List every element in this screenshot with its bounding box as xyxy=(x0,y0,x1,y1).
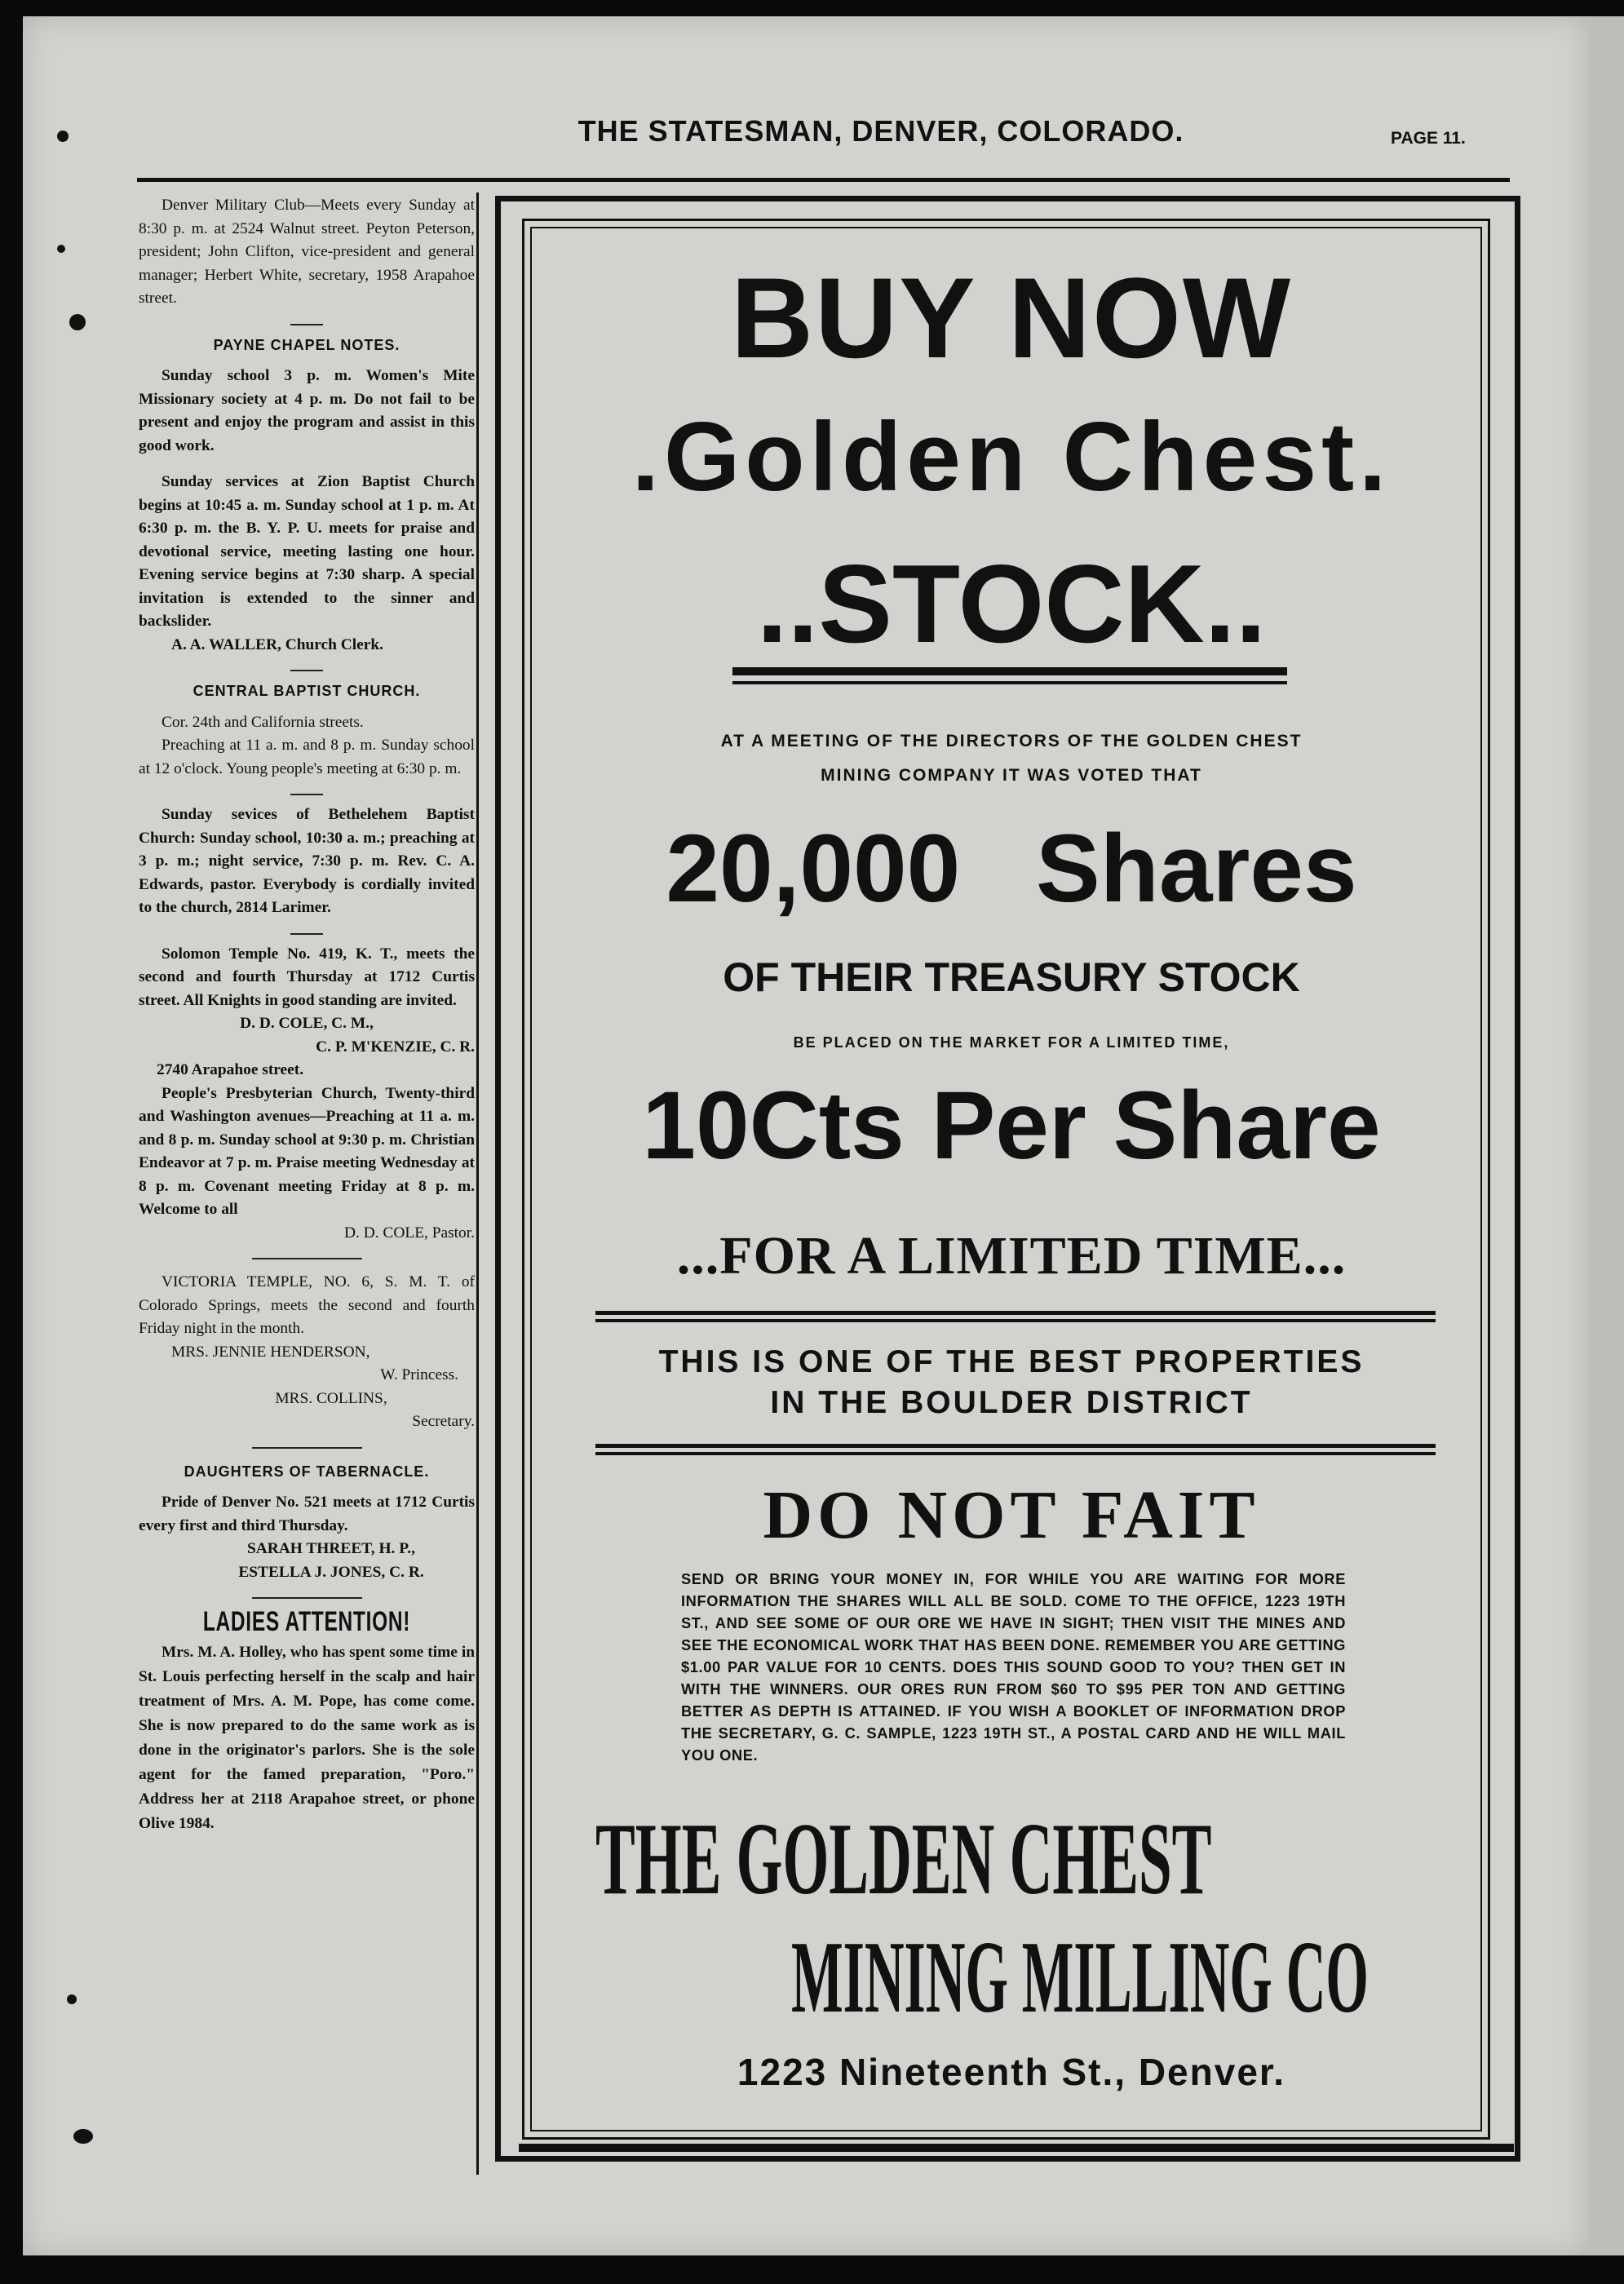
ad-stock: ..STOCK.. xyxy=(756,542,1267,666)
ad-meeting-line: MINING COMPANY IT WAS VOTED THAT xyxy=(821,766,1202,785)
ad-buy-now: BUY NOW xyxy=(730,254,1293,382)
ladies-heading: LADIES ATTENTION! xyxy=(202,1606,411,1637)
ad-golden-chest: .Golden Chest. xyxy=(631,402,1392,511)
notice-military-club xyxy=(139,194,475,311)
ad-meeting-line: AT A MEETING OF THE DIRECTORS OF THE GOLDEN CHEST xyxy=(720,732,1303,750)
column-rule xyxy=(476,193,479,2175)
notice-text: Preaching at 11 a. m. and 8 p. m. Sunday school at 12 o'clock. Young people's meeting at 6:30 p. m. xyxy=(139,737,475,777)
ad-rule xyxy=(595,1319,1436,1322)
ad-best-line: THIS IS ONE OF THE BEST PROPERTIES xyxy=(658,1344,1365,1379)
section-heading: CENTRAL BAPTIST CHURCH. xyxy=(192,683,421,699)
signature: SARAH THREET, H. P., xyxy=(247,1540,415,1557)
ad-company-line: THE GOLDEN CHEST xyxy=(595,1803,1212,1916)
ad-send-text: SEND OR BRING YOUR MONEY IN, FOR WHILE YOU ARE WAITING FOR MORE INFORMATION THE SHARES WILL ALL BE SOLD. COME TO THE OFFICE, 1223 19TH ST., AND SEE SOME OF OUR ORE WE HAVE IN SIGHT; THEN VISIT THE MINES AND SEE THE ECONOMICAL WORK THAT HAS BEEN DONE. REMEMBER YOU ARE GETTING $1.00 PAR VALUE FOR 10 CENTS. DOES THIS SOUND GOOD TO YOU? THEN GET IN WITH THE WINNERS. OUR ORES RUN FROM $60 TO $95 PER TON AND GETTING BETTER AS DEPTH IS ATTAINED. IF YOU WISH A BOOKLET OF INFORMATION DROP THE SECRETARY, G. C. SAMPLE, 1223 19TH ST., A POSTAL CARD AND HE WILL MAIL YOU ONE. xyxy=(681,1570,1346,1764)
divider xyxy=(290,670,323,671)
notice-text: Pride of Denver No. 521 meets at 1712 Curtis every first and third Thursday. xyxy=(139,1494,475,1534)
binding-hole xyxy=(69,314,86,330)
notice-solomon xyxy=(139,943,475,1082)
ad-treasury: OF THEIR TREASURY STOCK xyxy=(723,954,1300,1000)
ad-placed: BE PLACED ON THE MARKET FOR A LIMITED TIME, xyxy=(793,1034,1230,1051)
notice-text: Sunday sevices of Bethelehem Baptist Church: Sunday school, 10:30 a. m.; preaching at 3 p. m.; night service, 7:30 p. m. Rev. C. A. Edwards, pastor. Everybody is cordially invited to the church, 2814 Larimer. xyxy=(139,806,475,916)
signature: W. Princess. xyxy=(380,1366,458,1383)
notice-central xyxy=(139,711,475,781)
notice-text: People's Presbyterian Church, Twenty-third and Washington avenues—Preaching at 11 a. m. and 8 p. m. Sunday school at 9:30 p. m. Christian Endeavor at 7 p. m. Praise meeting Wednesday at 8 p. m. Covenant meeting Friday at 8 p. m. Welcome to all xyxy=(139,1084,475,1218)
notice-text: Denver Military Club—Meets every Sunday at 8:30 p. m. at 2524 Walnut street. Peyton Peterson, president; John Clifton, vice-president and general manager; Herbert White, secretary, 1958 Arapahoe street. xyxy=(139,197,475,307)
ad-shares: 20,000 Shares xyxy=(666,815,1357,923)
signature: ESTELLA J. JONES, C. R. xyxy=(238,1563,424,1581)
ad-underline xyxy=(732,681,1287,684)
divider xyxy=(290,324,323,325)
left-column xyxy=(139,194,475,1849)
header-rule xyxy=(137,178,1510,182)
binding-hole xyxy=(67,1994,77,2004)
notice-payne xyxy=(139,365,475,458)
ad-bottom-bar xyxy=(519,2144,1514,2152)
page-number: PAGE 11. xyxy=(1391,129,1466,148)
notice-address: Cor. 24th and California streets. xyxy=(162,713,364,731)
divider xyxy=(252,1447,362,1449)
binding-hole xyxy=(73,2129,93,2144)
signature: A. A. WALLER, Church Clerk. xyxy=(171,635,384,653)
signature: Secretary. xyxy=(412,1413,475,1430)
ad-underline xyxy=(732,667,1287,675)
divider xyxy=(252,1258,362,1259)
divider xyxy=(290,794,323,795)
ad-rule xyxy=(595,1311,1436,1315)
section-heading: PAYNE CHAPEL NOTES. xyxy=(213,336,400,353)
page-edge xyxy=(1589,16,1624,2255)
notice-presbyterian xyxy=(139,1082,475,1246)
notice-text: Solomon Temple No. 419, K. T., meets the second and fourth Thursday at 1712 Curtis street. All Knights in good standing are invited. xyxy=(139,945,475,1009)
notice-ladies xyxy=(139,1640,475,1836)
masthead: THE STATESMAN, DENVER, COLORADO. xyxy=(577,114,1184,148)
binding-hole xyxy=(57,131,69,142)
signature: D. D. COLE, C. M., xyxy=(240,1015,374,1032)
ad-limited-time: ...FOR A LIMITED TIME... xyxy=(676,1226,1347,1286)
signature: D. D. COLE, Pastor. xyxy=(344,1224,475,1242)
ad-company-line: MINING MILLING CO xyxy=(791,1921,1369,2034)
notice-victoria xyxy=(139,1271,475,1434)
signature: MRS. COLLINS, xyxy=(275,1389,387,1407)
notice-text: Sunday services at Zion Baptist Church begins at 10:45 a. m. Sunday school at 1 p. m. At 6:30 p. m. the B. Y. P. U. meets for praise and devotional service, meeting lasting one hour. Evening service begins at 7:30 sharp. A special invitation is extended to the sinner and backslider. xyxy=(139,473,475,630)
signature: C. P. M'KENZIE, C. R. xyxy=(316,1038,475,1056)
signature: MRS. JENNIE HENDERSON, xyxy=(171,1343,370,1361)
notice-text: Sunday school 3 p. m. Women's Mite Missionary society at 4 p. m. Do not fail to be present and enjoy the program and assist in this good work. xyxy=(139,367,475,454)
notice-daughters xyxy=(139,1491,475,1584)
binding-hole xyxy=(57,245,65,253)
divider xyxy=(290,933,323,935)
notice-text: Mrs. M. A. Holley, who has spent some time in St. Louis perfecting herself in the scalp and hair treatment of Mrs. A. M. Pope, has come come. She is now prepared to do the same work as is done in the originator's parlors. She is the sole agent for the famed preparation, "Poro." Address her at 2118 Arapahoe street, or phone Olive 1984. xyxy=(139,1643,475,1832)
notice-text: VICTORIA TEMPLE, NO. 6, S. M. T. of Colorado Springs, meets the second and fourth Friday night in the month. xyxy=(139,1273,475,1337)
section-heading: DAUGHTERS OF TABERNACLE. xyxy=(184,1463,430,1480)
divider xyxy=(252,1597,362,1599)
ad-rule xyxy=(595,1444,1436,1448)
ad-meeting-text xyxy=(571,724,1452,793)
notice-bethelehem xyxy=(139,803,475,920)
notice-address: 2740 Arapahoe street. xyxy=(157,1061,304,1078)
ad-best-line: IN THE BOULDER DISTRICT xyxy=(770,1385,1253,1420)
ad-address: 1223 Nineteenth St., Denver. xyxy=(737,2051,1286,2093)
ad-best-properties xyxy=(571,1342,1452,1423)
ad-rule xyxy=(595,1452,1436,1455)
ad-do-not: DO NOT FAIT xyxy=(763,1477,1260,1553)
notice-zion xyxy=(139,471,475,657)
ad-price: 10Cts Per Share xyxy=(642,1072,1381,1180)
